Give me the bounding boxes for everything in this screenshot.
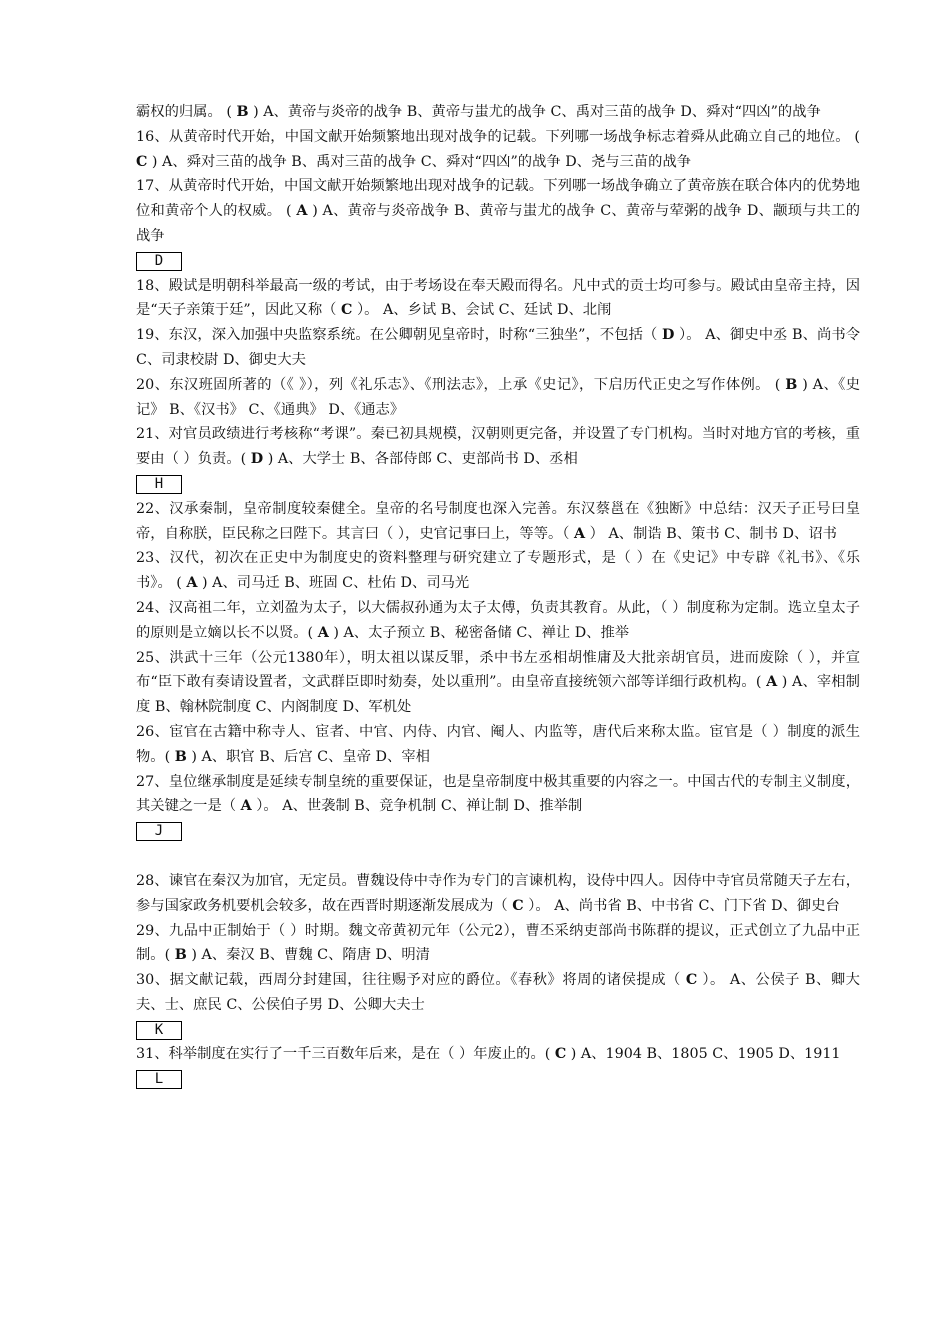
answer-letter: A (317, 624, 329, 641)
answer-letter: C (512, 897, 524, 914)
question-paragraph (136, 720, 860, 770)
section-letter-row (136, 472, 860, 497)
section-letter-box: J (136, 822, 182, 841)
question-text: ) A、司马迁 B、班固 C、杜佑 D、司马光 (197, 575, 470, 592)
question-text: ）。 A、公侯子 B、卿大夫、士、庶民 C、公侯伯子男 D、公卿大夫士 (136, 972, 860, 1013)
question-text: 29、九品中正制始于（ ）时期。魏文帝黄初元年（公元2），曹丕采纳吏部尚书陈群的提议，正式创立了九品中正制。( (136, 922, 860, 964)
section-letter-box: D (136, 252, 182, 271)
question-text: ) A、《史记》 B、《汉书》 C、《通典》 D、《通志》 (136, 376, 861, 418)
question-text: ）。 A、世袭制 B、竞争机制 C、禅让制 D、推举制 (251, 798, 583, 815)
answer-letter: A (574, 525, 586, 542)
question-text: 19、东汉，深入加强中央监察系统。在公卿朝见皇帝时，时称“三独坐”，不包括（ (136, 327, 662, 344)
answer-letter: D (250, 451, 264, 468)
answer-letter: C (554, 1046, 567, 1063)
question-text: ) A、黄帝与炎帝的战争 B、黄帝与蚩尤的战争 C、禹对三苗的战争 D、舜对“四凶”的战争 (248, 104, 821, 120)
section-letter-row (136, 1018, 860, 1043)
question-text: ）。 A、尚书省 B、中书省 C、门下省 D、御史台 (523, 897, 840, 914)
question-paragraph (136, 422, 860, 472)
question-text: 18、殿试是明朝科举最高一级的考试，由于考场设在奉天殿而得名。凡中式的贡士均可参与。殿试由皇帝主持，因是“天子亲策于廷”，因此又称（ (136, 277, 860, 319)
answer-letter: D (662, 327, 675, 344)
answer-letter: C (136, 153, 148, 170)
answer-letter: A (766, 674, 778, 691)
question-paragraph (136, 1042, 860, 1067)
answer-letter: B (174, 748, 187, 765)
question-text: 28、谏官在秦汉为加官，无定员。曹魏设侍中寺作为专门的言谏机构，设侍中四人。因侍中寺官员常随天子左右，参与国家政务机要机会较多，故在西晋时期逐渐发展成为（ (136, 872, 860, 914)
question-text: 霸权的归属。 ( (136, 104, 237, 120)
question-text: 23、汉代，初次在正史中为制度史的资料整理与研究建立了专题形式，是（ ）在《史记》中专辟《礼书》、《乐书》。 ( (136, 550, 860, 592)
document-body (136, 100, 860, 1092)
section-letter-row (136, 819, 860, 844)
section-letter-row (136, 1067, 860, 1092)
section-letter-box: K (136, 1021, 182, 1040)
question-paragraph (136, 174, 860, 248)
question-text: 17、从黄帝时代开始，中国文献开始频繁地出现对战争的记载。下列哪一场战争确立了黄帝族在联合体内的优势地位和黄帝个人的权威。 ( (136, 178, 860, 220)
answer-letter: C (341, 302, 353, 319)
question-text: 25、洪武十三年（公元1380年），明太祖以谋反罪，杀中书左丞相胡惟庸及大批亲胡官员，进而废除（ ），并宣布“臣下敢有奏请设置者，文武群臣即时劾奏，处以重刑”。由皇帝直接统领六部等详细行政机构。( (136, 649, 860, 691)
question-paragraph (136, 596, 860, 646)
question-paragraph (136, 125, 860, 175)
question-text: 24、汉高祖二年，立刘盈为太子，以大儒叔孙通为太子太傅，负责其教育。从此，（ ）制度称为定制。选立皇太子的原则是立嫡以长不以贤。( (136, 599, 860, 641)
answer-letter: C (685, 972, 698, 989)
question-paragraph (136, 546, 860, 596)
question-paragraph (136, 100, 860, 125)
question-text: ）。 A、乡试 B、会试 C、廷试 D、北闱 (352, 302, 612, 319)
answer-letter: A (240, 798, 252, 815)
question-text: ) A、太子预立 B、秘密备储 C、禅让 D、推举 (328, 624, 630, 641)
answer-letter: B (174, 947, 187, 964)
question-text: ) A、舜对三苗的战争 B、禹对三苗的战争 C、舜对“四凶”的战争 D、尧与三苗的战争 (147, 153, 692, 170)
answer-letter: A (296, 203, 308, 220)
question-paragraph (136, 323, 860, 373)
question-text: ）。 A、御史中丞 B、尚书令 C、司隶校尉 D、御史大夫 (136, 327, 860, 368)
answer-letter: B (785, 376, 798, 393)
question-text: 22、汉承秦制，皇帝制度较秦健全。皇帝的名号制度也深入完善。东汉蔡邕在《独断》中总结：汉天子正号曰皇帝，自称朕，臣民称之曰陛下。其言曰（ ），史官记事曰上，等等。（ (136, 500, 860, 542)
question-text: 31、科举制度在实行了一千三百数年后来，是在（ ）年废止的。( (136, 1046, 555, 1063)
question-text: 27、皇位继承制度是延续专制皇统的重要保证，也是皇帝制度中极其重要的内容之一。中国古代的专制主义制度，其关键之一是（ (136, 773, 860, 815)
answer-letter: B (236, 104, 249, 120)
section-letter-box: H (136, 475, 182, 494)
question-paragraph (136, 497, 860, 547)
question-text: ) A、职官 B、后宫 C、皇帝 D、宰相 (186, 748, 430, 765)
question-text: 20、东汉班固所著的（《 》），列《礼乐志》、《刑法志》，上承《史记》，下启历代正史之写作体例。 ( (136, 376, 786, 393)
question-text: ) A、秦汉 B、曹魏 C、隋唐 D、明清 (186, 947, 430, 964)
question-paragraph (136, 770, 860, 820)
question-text: ) A、1904 B、1805 C、1905 D、1911 (566, 1046, 841, 1063)
question-text: ) A、大学士 B、各部侍郎 C、吏部尚书 D、丞相 (263, 451, 578, 468)
question-paragraph (136, 646, 860, 720)
question-text: ) A、宰相制度 B、翰林院制度 C、内阁制度 D、军机处 (136, 674, 860, 716)
question-paragraph (136, 968, 860, 1018)
question-paragraph (136, 869, 860, 919)
question-text: 16、从黄帝时代开始，中国文献开始频繁地出现对战争的记载。下列哪一场战争标志着舜从此确立自己的地位。 ( (136, 128, 860, 145)
section-letter-box: L (136, 1070, 182, 1089)
section-letter-row (136, 249, 860, 274)
question-paragraph (136, 274, 860, 324)
question-text: 30、据文献记载，西周分封建国，往往赐予对应的爵位。《春秋》将周的诸侯提成（ (136, 972, 686, 989)
question-paragraph (136, 919, 860, 969)
answer-letter: A (186, 575, 198, 592)
question-text: ） A、制诰 B、策书 C、制书 D、诏书 (585, 525, 837, 542)
question-paragraph (136, 373, 860, 423)
question-text: 21、对官员政绩进行考核称“考课”。秦已初具规模，汉朝则更完备，并设置了专门机构。当时对地方官的考核，重要由（ ）负责。( (136, 426, 860, 468)
question-text: ) A、黄帝与炎帝战争 B、黄帝与蚩尤的战争 C、黄帝与荤粥的战争 D、颛顼与共工的战争 (136, 203, 860, 244)
question-text: 26、宦官在古籍中称寺人、宦者、中官、内侍、内官、阉人、内监等，唐代后来称太监。宦官是（ ）制度的派生物。( (136, 723, 860, 765)
blank-line (136, 844, 860, 869)
